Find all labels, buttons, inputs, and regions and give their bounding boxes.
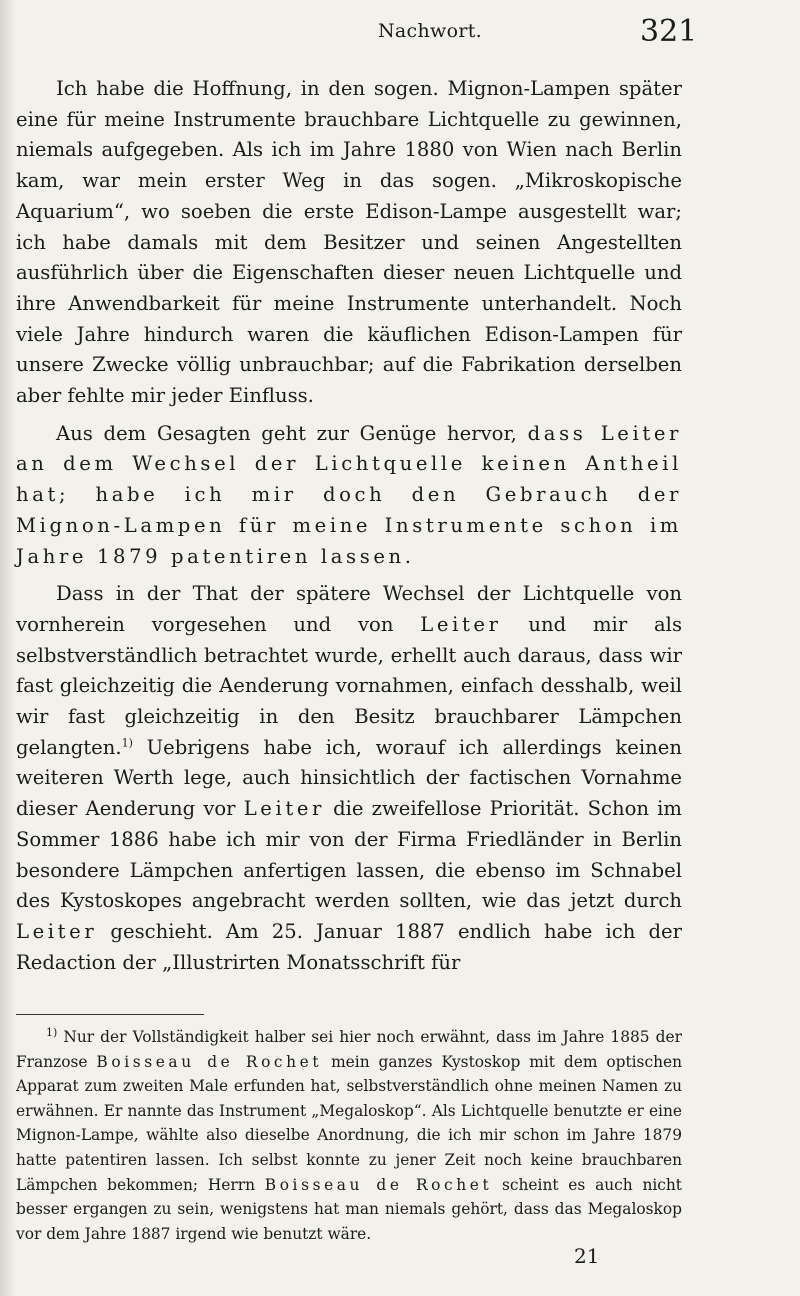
- text-run: die zweifellose Priorität. Schon im Sommer 1886 habe ich mir von der Firma Friedländer in Berlin besondere Lämpchen anfertigen lassen, die ebenso im Schnabel des Kystoskopes angebracht werden sollten, wie das jetzt durch: [16, 797, 682, 913]
- text-run: und mir als selbstverständlich betrachtet wurde, erhellt auch daraus, dass wir fast gleichzeitig die Aenderung vornahmen, einfach desshalb, weil wir fast gleichzeitig in den Besitz brauchbarer Lämpchen gelangten.: [16, 612, 682, 759]
- emphasis-spaced: Boisseau de Rochet: [96, 1052, 323, 1071]
- footnote-marker: 1): [46, 1025, 58, 1039]
- text-run: geschieht. Am 25. Januar 1887 endlich habe ich der Redaction der „Illustrirten Monatsschrift für: [16, 919, 682, 974]
- text-run: Dass in der That der spätere Wechsel der Lichtquelle von vornherein vorgesehen und von: [16, 582, 682, 636]
- running-head-title: Nachwort.: [378, 20, 482, 42]
- main-text: [16, 74, 682, 978]
- paragraph-3: [16, 579, 682, 978]
- signature-mark: 21: [574, 1244, 600, 1268]
- footnote: [16, 1025, 682, 1246]
- emphasis-spaced: Boisseau de Rochet: [264, 1175, 493, 1194]
- emphasis-spaced: Leiter: [243, 797, 325, 821]
- text-run: Aus dem Gesagten geht zur Genüge hervor,: [56, 421, 528, 445]
- text-run: Nur der Vollständigkeit halber sei hier noch erwähnt, dass im Jahre 1885 der Franzose: [16, 1028, 682, 1071]
- footnote-text: [16, 1025, 682, 1246]
- paragraph-2: [16, 419, 682, 573]
- footnote-rule: [16, 1014, 204, 1015]
- page-number: 321: [640, 14, 698, 49]
- running-head: [0, 14, 800, 54]
- page-binding-shadow: [0, 0, 16, 1296]
- text-run: scheint es auch nicht besser ergangen zu sein, wenigstens hat man niemals gehört, dass das Megaloskop vor dem Jahre 1887 irgend wie benutzt wäre.: [16, 1175, 682, 1243]
- paragraph-1: [16, 74, 682, 412]
- emphasis-spaced: dass Leiter an dem Wechsel der Lichtquelle keinen Antheil hat; habe ich mir doch den Gebrauch der Mignon-Lampen für meine Instrumente schon im Jahre 1879 patentiren lassen.: [16, 421, 683, 568]
- emphasis-spaced: Leiter: [16, 919, 98, 943]
- text-run: Ich habe die Hoffnung, in den sogen. Mignon-Lampen später eine für meine Instrumente brauchbare Lichtquelle zu gewinnen, niemals aufgegeben. Als ich im Jahre 1880 von Wien nach Berlin kam, war mein erster Weg in das sogen. „Mikroskopische Aquarium“, wo soeben die erste Edison-Lampe ausgestellt war; ich habe damals mit dem Besitzer und seinen Angestellten ausführlich über die Eigenschaften dieser neuen Lichtquelle und ihre Anwendbarkeit für meine Instrumente unterhandelt. Noch viele Jahre hindurch waren die käuflichen Edison-Lampen für unsere Zwecke völlig unbrauchbar; auf die Fabrikation derselben aber fehlte mir jeder Einfluss.: [16, 77, 682, 408]
- text-run: mein ganzes Kystoskop mit dem optischen Apparat zum zweiten Male erfunden hat, selbstverständlich ohne meinen Namen zu erwähnen. Er nannte das Instrument „Megaloskop“. Als Lichtquelle benutzte er eine Mignon-Lampe, wählte also dieselbe Anordnung, die ich mir schon im Jahre 1879 hatte patentiren lassen. Ich selbst konnte zu jener Zeit noch keine brauchbaren Lämpchen bekommen; Herrn: [16, 1052, 683, 1194]
- text-run: Uebrigens habe ich, worauf ich allerdings keinen weiteren Werth lege, auch hinsichtlich der factischen Vornahme dieser Aenderung vor: [16, 735, 682, 821]
- footnote-marker: 1): [121, 736, 133, 750]
- emphasis-spaced: Leiter: [420, 612, 502, 636]
